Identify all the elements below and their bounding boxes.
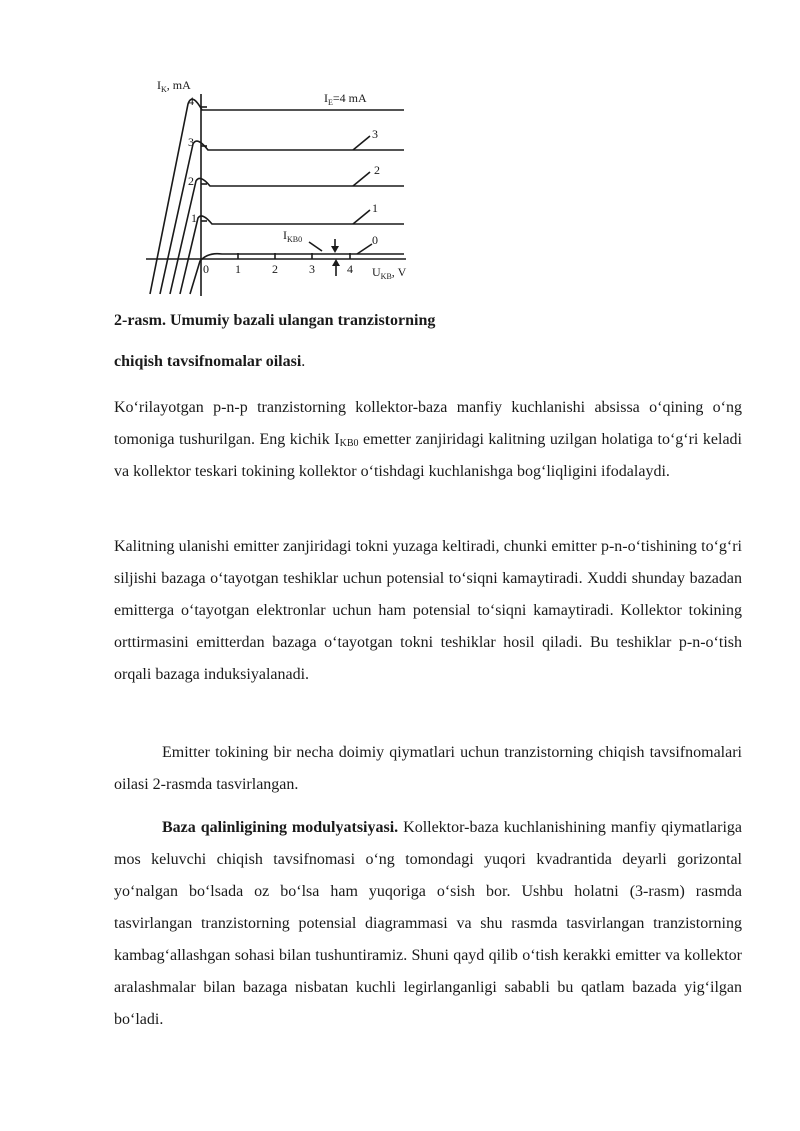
y-axis-label: $I_K$, mA <box>157 78 191 94</box>
x-tick-label: 3 <box>309 262 315 276</box>
y-tick-label: 2 <box>188 174 194 188</box>
caption-line-1: 2-rasm. Umumiy bazali ulangan tranzistorning <box>114 312 436 329</box>
figure-caption <box>114 311 742 331</box>
figure-caption-cont <box>114 352 742 372</box>
x-tick-label: 1 <box>235 262 241 276</box>
paragraph-3: Emitter tokining bir necha doimiy qiymatlari uchun tranzistorning chiqish tavsifnomalari oilasi 2-rasmda tasvirlangan. <box>114 744 742 793</box>
paragraph-4: Baza qalinligining modulyatsiyasi. Kollektor-baza kuchlanishining manfiy qiymatlariga mos keluvchi chiqish tavsifnomasi oʻng tomondagi yuqori kvadrantida deyarli gorizontal yoʻnalgan boʻlsada oz boʻlsa ham yuqoriga oʻsish bor. Ushbu holatni (3-rasm) rasmda tasvirlangan tranzistorning potensial diagrammasi va shu rasmda tasvirlangan tranzistorning kambagʻallashgan sohasi bilan tushuntiramiz. Shuni qayd qilib oʻtish kerakki emitter va kollektor aralashmalar bilan bazaga nisbatan kuchli legirlanganligi sababli bu qatlam bazada yigʻilgan boʻladi. <box>114 819 743 1028</box>
curve-label: 3 <box>372 127 378 141</box>
y-tick-label: 3 <box>188 135 194 149</box>
curve-label-ie: $I_E=4$ mA <box>324 91 367 107</box>
x-tick-label: 2 <box>272 262 278 276</box>
paragraph-1: Koʻrilayotgan p-n-p tranzistorning kollektor-baza manfiy kuchlanishi absissa oʻqining oʻng tomoniga tushurilgan. Eng kichik $I_{KB0}$ emetter zanjiridagi kalitning uzilgan holatiga toʻgʻri keladi va kollektor teskari tokining kollektor oʻtishdagi kuchlanishga bogʻliqligini ifodalaydi. <box>114 399 742 480</box>
paragraph-2: Kalitning ulanishi emitter zanjiridagi tokni yuzaga keltiradi, chunki emitter p-n-oʻtishining toʻgʻri siljishi bazaga oʻtayotgan teshiklar uchun potensial toʻsiqni kamaytiradi. Xuddi shunday bazadan emitterga oʻtayotgan elektronlar uchun ham potensial toʻsiqni kamaytiradi. Kollektor tokining orttirmasini emitterdan bazaga oʻtayotgan tokni teshiklar hosil qiladi. Bu teshiklar p-n-oʻtish orqali bazaga induksiyalanadi. <box>114 538 742 683</box>
y-tick-label: 1 <box>191 211 197 225</box>
y-tick-label: 4 <box>188 94 194 108</box>
curve-label: 2 <box>374 163 380 177</box>
curve-ie-1 <box>180 216 404 294</box>
curve-label: 1 <box>372 201 378 215</box>
ikb0-label: $I_{KB0}$ <box>283 228 303 244</box>
section-heading: Baza qalinligining modulyatsiyasi. <box>162 819 399 836</box>
curve-label: 0 <box>372 233 378 247</box>
x-tick-label: 4 <box>347 262 353 276</box>
caption-line-2: chiqish tavsifnomalar oilasi. <box>114 353 306 370</box>
output-characteristics-figure <box>140 76 430 300</box>
x-axis-label: $U_{KB}$, V <box>372 265 407 281</box>
x-tick-label: 0 <box>203 262 209 276</box>
characteristics-svg <box>140 76 430 300</box>
